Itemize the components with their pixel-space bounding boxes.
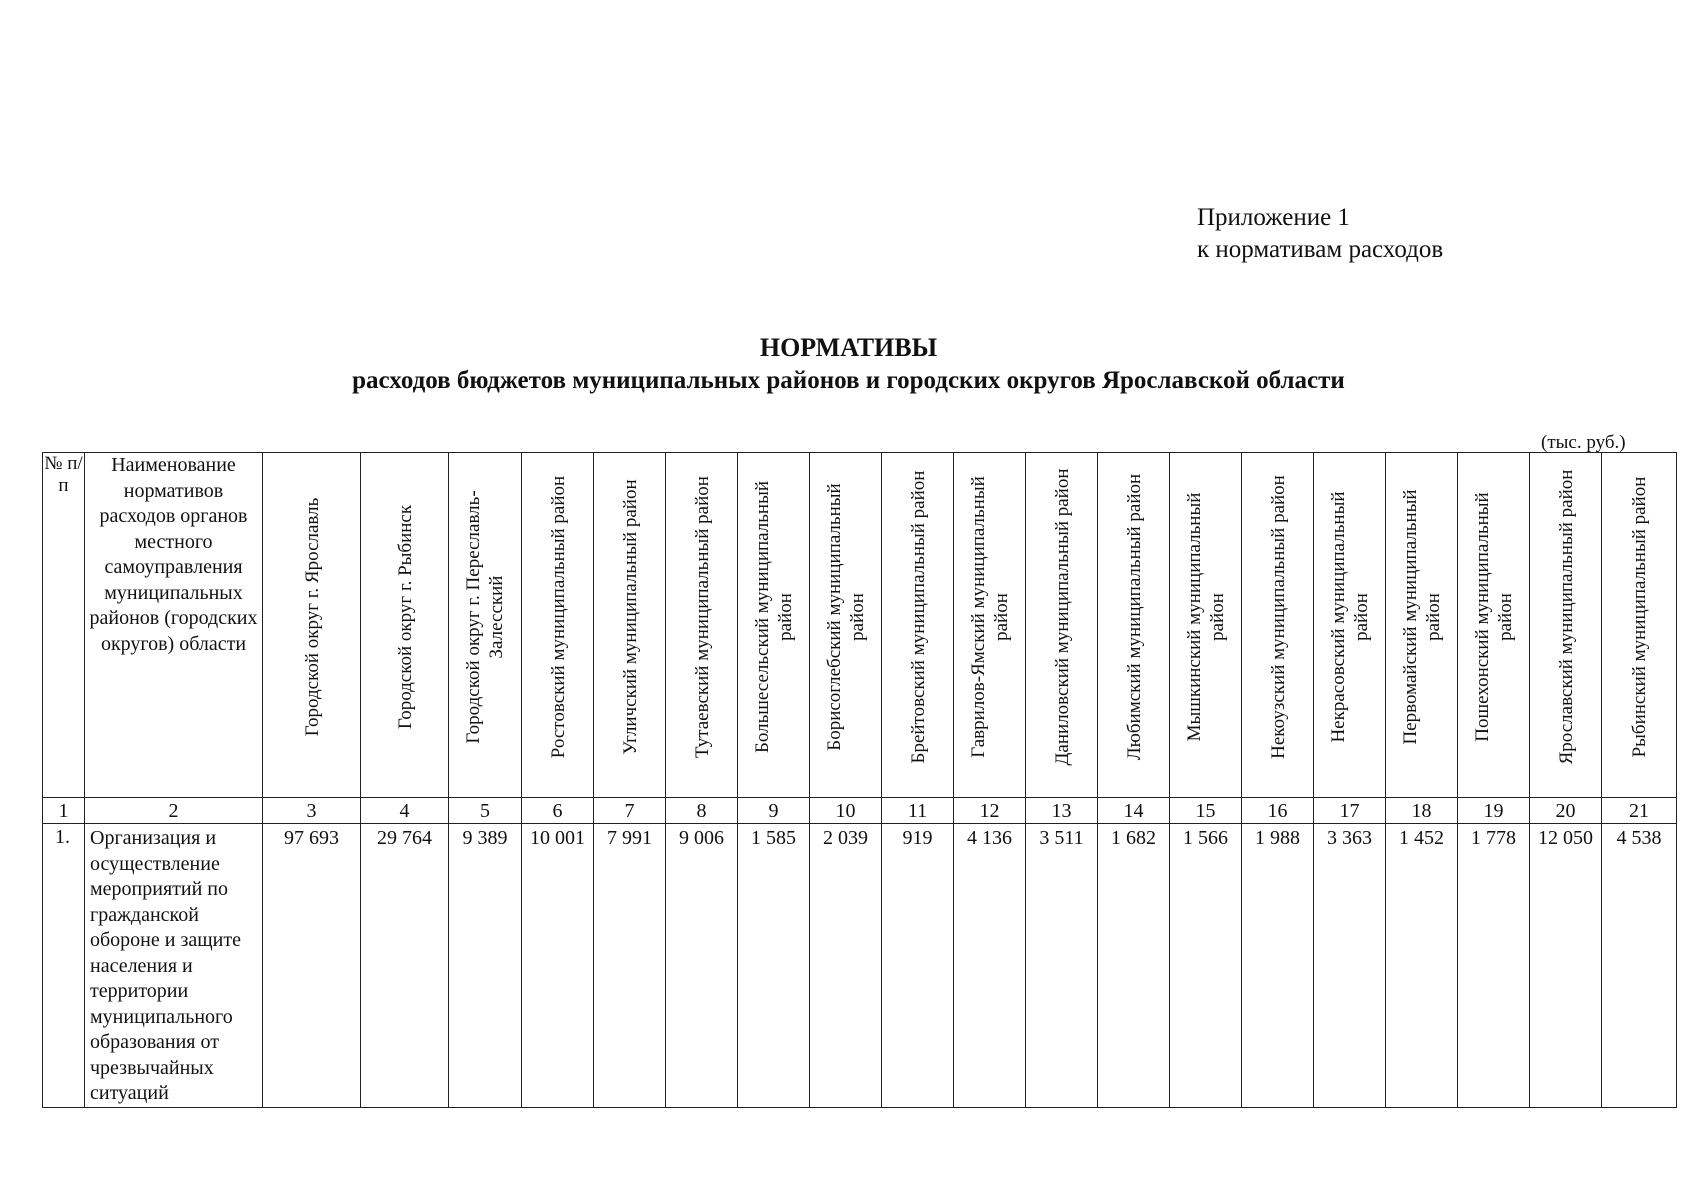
row-name: Организация и осуществление мероприятий по гражданской обороне и защите населения и территории муниципального образования от чрезвычайных ситуаций	[85, 824, 263, 1108]
appendix-note	[1197, 202, 1443, 266]
appendix-line-1: Приложение 1	[1197, 204, 1350, 231]
table-cell: 4 538	[1602, 824, 1677, 1108]
column-number: 5	[449, 798, 522, 824]
table-cell: 9 389	[449, 824, 522, 1108]
column-number: 9	[738, 798, 810, 824]
column-number: 17	[1314, 798, 1386, 824]
column-number: 7	[594, 798, 666, 824]
column-header-label: Ярославский муниципальный район	[1555, 469, 1576, 765]
document-subtitle: расходов бюджетов муниципальных районов и городских округов Ярославской области	[352, 367, 1345, 394]
table-row	[43, 824, 1677, 1108]
column-header-label: Борисоглебский муниципальный район	[823, 483, 868, 751]
column-header-label: Некрасовский муниципальный район	[1327, 491, 1372, 743]
column-header	[1386, 453, 1458, 798]
table-cell: 1 988	[1242, 824, 1314, 1108]
table-cell: 3 511	[1026, 824, 1098, 1108]
column-header-label: Городской округ г. Ярославль	[301, 497, 322, 737]
column-header	[594, 453, 666, 798]
table-cell: 97 693	[263, 824, 361, 1108]
column-number: 1	[43, 798, 85, 824]
table-cell: 1 566	[1170, 824, 1242, 1108]
column-header	[954, 453, 1026, 798]
column-header	[738, 453, 810, 798]
column-header-label: Даниловский муниципальный район	[1051, 468, 1072, 766]
column-header-label: Пошехонский муниципальный район	[1471, 492, 1516, 742]
column-number: 6	[522, 798, 594, 824]
column-number: 11	[882, 798, 954, 824]
column-number: 4	[361, 798, 449, 824]
column-number: 14	[1098, 798, 1170, 824]
column-number: 19	[1458, 798, 1530, 824]
column-header-label: Мышкинский муниципальный район	[1183, 492, 1228, 742]
table-cell: 2 039	[810, 824, 882, 1108]
table-cell: 4 136	[954, 824, 1026, 1108]
table-cell: 3 363	[1314, 824, 1386, 1108]
header-row	[43, 453, 1677, 798]
column-header-label: Брейтовский муниципальный район	[907, 470, 928, 764]
column-header-label: Рыбинский муниципальный район	[1628, 476, 1650, 758]
column-header	[522, 453, 594, 798]
document-title: НОРМАТИВЫ	[759, 333, 938, 362]
column-number: 13	[1026, 798, 1098, 824]
table-cell: 29 764	[361, 824, 449, 1108]
column-number: 21	[1602, 798, 1677, 824]
column-header-label: Городской округ г. Рыбинск	[394, 504, 415, 730]
column-header	[361, 453, 449, 798]
column-number: 3	[263, 798, 361, 824]
column-number: 16	[1242, 798, 1314, 824]
column-number: 8	[666, 798, 738, 824]
name-column-header: Наименование нормативов расходов органов местного самоуправления муниципальных районов (городских округов) области	[85, 453, 263, 798]
table-cell: 9 006	[666, 824, 738, 1108]
column-header	[666, 453, 738, 798]
column-header	[1242, 453, 1314, 798]
column-header	[1098, 453, 1170, 798]
column-number: 20	[1530, 798, 1602, 824]
table-cell: 7 991	[594, 824, 666, 1108]
column-header	[449, 453, 522, 798]
column-header-label: Любимский муниципальный район	[1123, 473, 1144, 761]
column-number-row	[43, 798, 1677, 824]
table-cell: 1 778	[1458, 824, 1530, 1108]
number-column-header: № п/п	[43, 453, 85, 798]
appendix-line-2: к нормативам расходов	[1197, 236, 1444, 263]
row-number: 1.	[43, 824, 85, 1108]
column-header-label: Большесельский муниципальный район	[751, 480, 796, 754]
column-header	[263, 453, 361, 798]
column-header-label: Первомайский муниципальный район	[1399, 489, 1444, 745]
column-header	[810, 453, 882, 798]
table-cell: 12 050	[1530, 824, 1602, 1108]
column-header-label: Гаврилов-Ямский муниципальный район	[967, 476, 1012, 758]
column-header-label: Тутаевский муниципальный район	[691, 476, 712, 758]
column-header-label: Городской округ г. Переславль-Залесский	[463, 490, 507, 744]
table-cell: 1 452	[1386, 824, 1458, 1108]
column-header	[1530, 453, 1602, 798]
table-cell: 1 585	[738, 824, 810, 1108]
column-header	[1170, 453, 1242, 798]
column-header	[1314, 453, 1386, 798]
column-number: 12	[954, 798, 1026, 824]
column-header-label: Некоузский муниципальный район	[1267, 475, 1288, 759]
norms-table	[42, 452, 1677, 1108]
column-header-label: Ростовский муниципальный район	[547, 475, 568, 759]
table-cell: 919	[882, 824, 954, 1108]
column-header-label: Угличский муниципальный район	[619, 479, 640, 755]
column-header	[882, 453, 954, 798]
column-number: 18	[1386, 798, 1458, 824]
column-number: 2	[85, 798, 263, 824]
column-number: 15	[1170, 798, 1242, 824]
column-header	[1602, 453, 1677, 798]
unit-label: (тыс. руб.)	[1541, 432, 1626, 453]
column-number: 10	[810, 798, 882, 824]
column-header	[1026, 453, 1098, 798]
table-cell: 10 001	[522, 824, 594, 1108]
column-header	[1458, 453, 1530, 798]
table-cell: 1 682	[1098, 824, 1170, 1108]
